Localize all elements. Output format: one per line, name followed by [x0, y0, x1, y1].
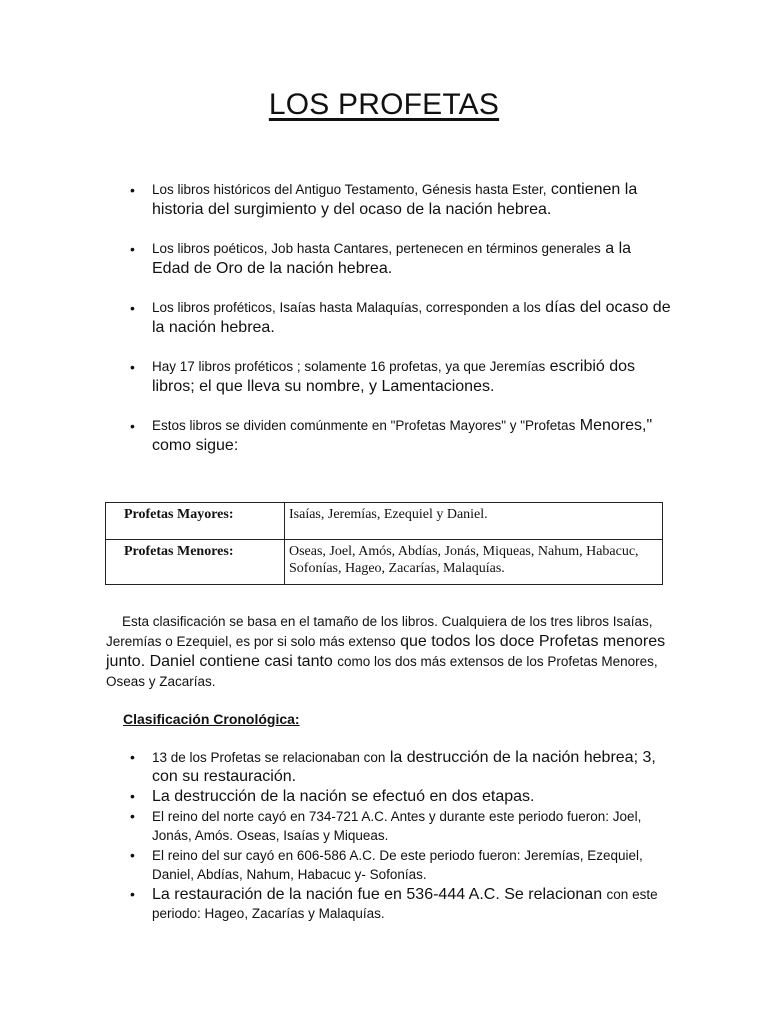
intro-bullet-list [152, 180, 672, 456]
bullet-text-small: con este periodo: Hageo, Zacarías y Malaquías. [152, 887, 658, 921]
list-item [152, 416, 672, 456]
page-title: LOS PROFETAS [268, 88, 500, 121]
list-item [152, 787, 682, 806]
bullet-text-large: Menores," como sigue: [152, 417, 653, 454]
paragraph-text-small: como los dos más extensos de los Profetas Menores, Oseas y Zacarías. [106, 654, 658, 689]
bullet-text-small: El reino del sur cayó en 606-586 A.C. De este periodo fueron: Jeremías, Ezequiel, Daniel, Abdías, Nahum, Habacuc y- Sofonías. [152, 848, 643, 882]
bullet-text-small: Hay 17 libros proféticos ; solamente 16 profetas, ya que Jeremías [152, 359, 546, 374]
bullet-text-large: La destrucción de la nación se efectuó en dos etapas. [152, 788, 535, 805]
list-item [152, 748, 682, 786]
list-item [152, 807, 682, 845]
list-item [152, 180, 672, 220]
list-item [152, 239, 672, 279]
classification-paragraph [106, 612, 666, 692]
bullet-text-large: la destrucción de la nación hebrea; 3, con su restauración. [152, 749, 656, 785]
paragraph-text-large: que todos los doce Profetas menores junto. Daniel contiene casi tanto [106, 633, 666, 670]
table-row [106, 540, 663, 585]
section-heading: Clasificación Cronológica: [123, 711, 300, 727]
bullet-text-large: contienen la historia del surgimiento y del ocaso de la nación hebrea. [152, 181, 638, 218]
bullet-text-small: Los libros históricos del Antiguo Testamento, Génesis hasta Ester, [152, 182, 547, 197]
bullet-text-large: escribió dos libros; el que lleva su nombre, y Lamentaciones. [152, 358, 636, 395]
bullet-text-small: Los libros proféticos, Isaías hasta Malaquías, corresponden a los [152, 300, 541, 315]
list-item [152, 885, 682, 923]
bullet-text-small: 13 de los Profetas se relacionaban con [152, 750, 386, 765]
list-item [152, 298, 672, 338]
paragraph-text-small: Esta clasificación se basa en el tamaño de los libros. Cualquiera de los tres libros Isaías, Jeremías o Ezequiel, es por si solo más extenso [106, 614, 653, 649]
table-cell-label: Profetas Mayores: [106, 503, 285, 540]
prophets-table [105, 502, 663, 585]
table-cell-value: Isaías, Jeremías, Ezequiel y Daniel. [285, 503, 663, 540]
bullet-text-small: El reino del norte cayó en 734-721 A.C. Antes y durante este periodo fueron: Joel, Jonás, Amós. Oseas, Isaías y Miqueas. [152, 809, 642, 843]
table-row [106, 503, 663, 540]
chrono-bullet-list [152, 748, 682, 923]
list-item [152, 357, 672, 397]
table-cell-value: Oseas, Joel, Amós, Abdías, Jonás, Miqueas, Nahum, Habacuc, Sofonías, Hageo, Zacarías, Malaquías. [285, 540, 663, 585]
list-item [152, 846, 682, 884]
bullet-text-large: días del ocaso de la nación hebrea. [152, 299, 671, 336]
bullet-text-large: a la Edad de Oro de la nación hebrea. [152, 240, 632, 277]
bullet-text-small: Estos libros se dividen comúnmente en "Profetas Mayores" y "Profetas [152, 418, 576, 433]
bullet-text-small: Los libros poéticos, Job hasta Cantares, pertenecen en términos generales [152, 241, 601, 256]
bullet-text-large: La restauración de la nación fue en 536-444 A.C. Se relacionan [152, 886, 603, 903]
table-cell-label: Profetas Menores: [106, 540, 285, 585]
